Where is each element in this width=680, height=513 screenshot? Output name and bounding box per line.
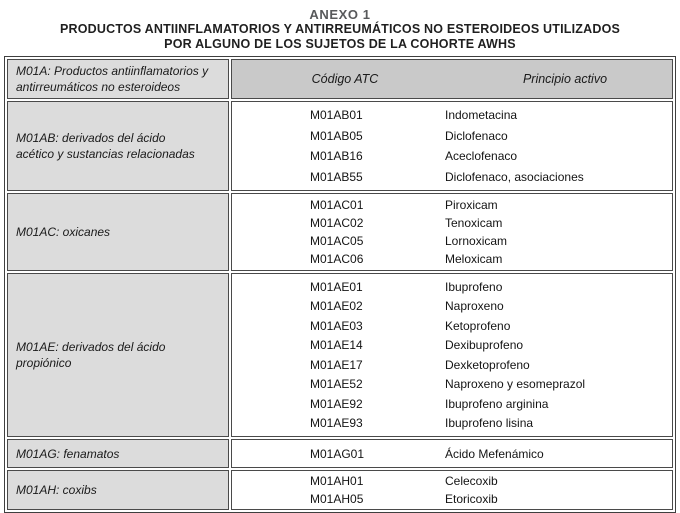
- principio-activo: Diclofenaco, asociaciones: [445, 169, 584, 184]
- group-row-M01AE: [7, 273, 673, 437]
- group-data-cell-M01AB: [231, 101, 673, 191]
- group-data-cell-M01AH: [231, 470, 673, 510]
- atc-code: M01AB05: [310, 128, 363, 143]
- atc-code: M01AE52: [310, 377, 363, 392]
- table-row: [232, 397, 672, 411]
- table-row: [232, 198, 672, 212]
- atc-code: M01AC06: [310, 252, 364, 266]
- atc-code: M01AE93: [310, 416, 363, 431]
- table-row: [232, 416, 672, 430]
- atc-code: M01AH05: [310, 491, 364, 506]
- atc-code: M01AE14: [310, 338, 363, 353]
- table-row: [232, 474, 672, 488]
- group-row-M01AG: [7, 439, 673, 468]
- group-rows-M01AG: [232, 440, 672, 467]
- principio-activo: Celecoxib: [445, 474, 498, 489]
- group-label-M01AG: M01AG: fenamatos: [7, 439, 229, 468]
- table-row: [232, 447, 672, 461]
- table-row: [232, 149, 672, 163]
- group-label-M01AB: M01AB: derivados del ácido acético y sustancias relacionadas: [7, 101, 229, 191]
- column-header-principio-activo: Principio activo: [522, 72, 608, 86]
- group-row-M01AC: [7, 193, 673, 271]
- principio-activo: Dexibuprofeno: [445, 338, 524, 353]
- atc-code: M01AC05: [310, 234, 364, 248]
- table-row: [232, 319, 672, 333]
- principio-activo: Ibuprofeno arginina: [445, 396, 549, 411]
- atc-code: M01AE92: [310, 396, 363, 411]
- table-row: [232, 299, 672, 313]
- principio-activo: Aceclofenaco: [445, 149, 518, 164]
- table-row: [232, 234, 672, 248]
- group-row-M01AB: [7, 101, 673, 191]
- principio-activo: Ibuprofeno lisina: [445, 416, 534, 431]
- atc-code: M01AB55: [310, 169, 363, 184]
- header-group-label: M01A: Productos antiinflamatorios y antirreumáticos no esteroideos: [7, 59, 229, 99]
- column-headers: [232, 64, 672, 94]
- column-header-codigo-atc: Código ATC: [311, 72, 379, 86]
- table-row: [232, 216, 672, 230]
- group-data-cell-M01AG: [231, 439, 673, 468]
- title-line3: POR ALGUNO DE LOS SUJETOS DE LA COHORTE AWHS: [164, 37, 516, 51]
- group-rows-M01AC: [232, 194, 672, 270]
- principio-activo: Naproxeno y esomeprazol: [445, 377, 586, 392]
- atc-code: M01AH01: [310, 474, 364, 489]
- table-row: [232, 358, 672, 372]
- atc-code: M01AE03: [310, 318, 363, 333]
- document-title: [0, 0, 680, 52]
- group-data-cell-M01AC: [231, 193, 673, 271]
- group-rows-M01AE: [232, 274, 672, 436]
- title-anexo: ANEXO 1: [309, 7, 371, 22]
- table-row: [232, 280, 672, 294]
- atc-code: M01AE17: [310, 357, 363, 372]
- group-label-M01AC: M01AC: oxicanes: [7, 193, 229, 271]
- atc-code: M01AC02: [310, 216, 364, 230]
- group-row-M01AH: [7, 470, 673, 510]
- principio-activo: Etoricoxib: [445, 491, 498, 506]
- table-row: [232, 492, 672, 506]
- principio-activo: Meloxicam: [445, 252, 503, 266]
- principio-activo: Tenoxicam: [445, 216, 503, 230]
- principio-activo: Dexketoprofeno: [445, 357, 530, 372]
- atc-table: [4, 56, 676, 513]
- atc-code: M01AG01: [310, 446, 365, 461]
- principio-activo: Indometacina: [445, 108, 518, 123]
- atc-code: M01AB01: [310, 108, 363, 123]
- group-data-cell-M01AE: [231, 273, 673, 437]
- principio-activo: Diclofenaco: [445, 128, 508, 143]
- group-rows-M01AH: [232, 471, 672, 509]
- table-row: [232, 377, 672, 391]
- table-row: [232, 170, 672, 184]
- table-row: [232, 129, 672, 143]
- group-rows-M01AB: [232, 102, 672, 190]
- principio-activo: Ibuprofeno: [445, 279, 503, 294]
- principio-activo: Piroxicam: [445, 198, 498, 212]
- table-row: [232, 108, 672, 122]
- atc-code: M01AB16: [310, 149, 363, 164]
- table-row: [232, 338, 672, 352]
- table-row: [232, 252, 672, 266]
- group-label-M01AE: M01AE: derivados del ácido propiónico: [7, 273, 229, 437]
- principio-activo: Naproxeno: [445, 299, 504, 314]
- principio-activo: Ácido Mefenámico: [445, 446, 544, 461]
- principio-activo: Ketoprofeno: [445, 318, 511, 333]
- atc-code: M01AE01: [310, 279, 363, 294]
- title-line2: PRODUCTOS ANTIINFLAMATORIOS Y ANTIRREUMÁTICOS NO ESTEROIDEOS UTILIZADOS: [59, 22, 621, 36]
- principio-activo: Lornoxicam: [445, 234, 508, 248]
- column-headers-cell: [231, 59, 673, 99]
- header-row: [7, 59, 673, 99]
- group-label-M01AH: M01AH: coxibs: [7, 470, 229, 510]
- atc-table-body: [7, 59, 673, 510]
- atc-code: M01AC01: [310, 198, 364, 212]
- atc-code: M01AE02: [310, 299, 363, 314]
